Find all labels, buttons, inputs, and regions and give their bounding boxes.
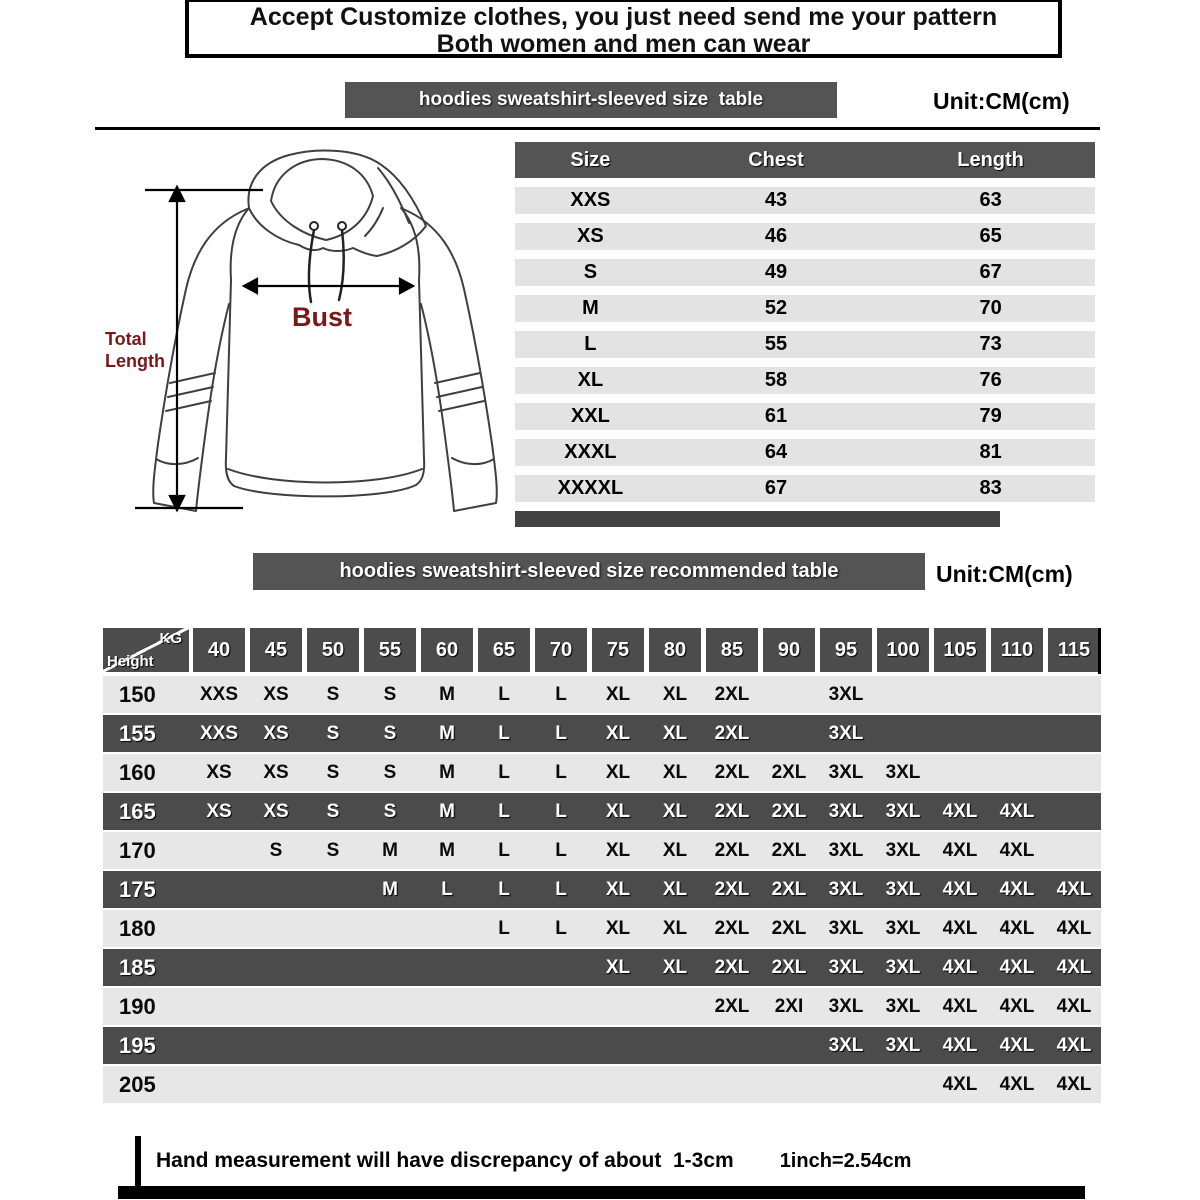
size-table-cell-size: XXXXL: [557, 477, 624, 499]
column-header-size: Size: [570, 149, 611, 171]
size-recommendation-matrix: [103, 628, 1101, 1105]
size-table-cell-size: XXXL: [564, 441, 617, 463]
recommended-size-cell: 2XL: [771, 918, 807, 939]
size-table-cell-length: 73: [979, 333, 1002, 355]
total-length-label-line1: Total: [105, 329, 147, 349]
recommendation-row: [103, 871, 1101, 908]
size-table-cell-size: L: [584, 333, 597, 355]
height-label: 180: [119, 916, 156, 941]
recommended-size-cell: [819, 1066, 873, 1103]
recommended-size-cell: L: [498, 801, 510, 822]
banner-line-2: Both women and men can wear: [436, 30, 811, 58]
corner-height-label: Height: [107, 653, 154, 670]
recommended-size-cell: L: [555, 801, 567, 822]
recommended-size-cell: M: [382, 879, 398, 900]
recommended-size-cell: [534, 1066, 588, 1103]
recommended-size-cell: 3XL: [885, 801, 921, 822]
recommended-size-cell: 4XL: [1056, 1074, 1092, 1095]
recommended-size-cell: L: [441, 879, 453, 900]
height-label: 150: [119, 682, 156, 707]
height-label: 165: [119, 799, 156, 824]
size-table-row: [515, 403, 1095, 430]
recommended-size-cell: 2XL: [714, 918, 750, 939]
recommended-size-cell: [192, 949, 246, 986]
size-table-cell-size: XL: [577, 369, 604, 391]
size-table-cell-chest: 64: [764, 441, 788, 463]
recommended-size-cell: 2XL: [714, 840, 750, 861]
size-table-cell-length: 79: [979, 405, 1002, 427]
recommended-size-cell: 2XL: [714, 762, 750, 783]
recommended-size-cell: L: [498, 840, 510, 861]
recommended-size-cell: M: [439, 684, 455, 705]
recommended-size-cell: 3XL: [828, 801, 864, 822]
recommended-size-cell: L: [498, 723, 510, 744]
recommendation-row: [103, 832, 1101, 869]
recommended-size-cell: [534, 1027, 588, 1064]
recommended-size-cell: [1047, 676, 1101, 713]
recommended-size-cell: 2XL: [771, 840, 807, 861]
recommended-size-cell: [420, 1027, 474, 1064]
unit-label: Unit:CM(cm): [933, 88, 1070, 114]
recommended-size-cell: [420, 949, 474, 986]
recommended-size-cell: [306, 949, 360, 986]
recommended-size-cell: [249, 1066, 303, 1103]
recommended-size-cell: XS: [206, 762, 232, 783]
recommended-size-cell: [990, 715, 1044, 752]
recommended-size-cell: 4XL: [999, 801, 1035, 822]
custom-clothes-banner: [185, 0, 1062, 58]
size-table-row: [515, 223, 1095, 250]
height-label: 195: [119, 1033, 156, 1058]
height-label: 175: [119, 877, 156, 902]
recommended-size-cell: [192, 988, 246, 1025]
height-label: 155: [119, 721, 156, 746]
recommended-size-cell: 4XL: [942, 957, 978, 978]
recommended-size-cell: M: [382, 840, 398, 861]
total-length-arrow: [135, 187, 263, 510]
recommended-size-cell: [648, 1066, 702, 1103]
size-table-cell-length: 67: [979, 261, 1002, 283]
recommendation-row: [103, 793, 1101, 830]
recommended-size-cell: 3XL: [828, 918, 864, 939]
recommended-size-cell: 3XL: [828, 879, 864, 900]
recommended-size-cell: [477, 988, 531, 1025]
recommended-size-cell: XL: [662, 840, 688, 861]
matrix-right-edge-tick: [1098, 628, 1101, 674]
recommended-size-cell: M: [439, 762, 455, 783]
recommended-size-cell: [192, 871, 246, 908]
hoodie-line-drawing: [95, 128, 525, 520]
size-table-body: [515, 187, 1095, 502]
recommended-size-cell: [192, 832, 246, 869]
recommended-size-cell: XL: [605, 840, 631, 861]
recommended-size-cell: XL: [605, 879, 631, 900]
recommended-size-cell: [990, 754, 1044, 791]
recommended-size-cell: S: [383, 684, 397, 705]
recommended-size-cell: [1047, 832, 1101, 869]
weight-header-cell: 85: [706, 628, 758, 672]
recommended-size-cell: S: [326, 684, 340, 705]
recommended-size-cell: 2XI: [774, 996, 804, 1017]
recommended-size-cell: XL: [605, 762, 631, 783]
bust-label: Bust: [292, 302, 352, 332]
size-table-title: hoodies sweatshirt-sleeved size table: [345, 82, 837, 118]
hoodie-measurement-diagram: [95, 128, 525, 520]
recommended-size-cell: XL: [605, 684, 631, 705]
recommended-size-cell: 4XL: [999, 840, 1035, 861]
recommended-size-cell: [192, 910, 246, 947]
weight-header-cell: 60: [421, 628, 473, 672]
recommended-size-cell: [705, 1027, 759, 1064]
recommended-size-cell: [363, 988, 417, 1025]
recommended-size-cell: 3XL: [885, 840, 921, 861]
recommended-size-cell: [1047, 793, 1101, 830]
recommended-size-cell: XL: [662, 762, 688, 783]
recommended-size-cell: M: [439, 801, 455, 822]
recommended-size-cell: L: [498, 879, 510, 900]
size-table-cell-length: 83: [979, 477, 1002, 499]
weight-header-cell: 40: [193, 628, 245, 672]
recommended-size-cell: 4XL: [1056, 1035, 1092, 1056]
size-table-header: [515, 142, 1095, 178]
size-table-cell-size: XXS: [570, 189, 611, 211]
size-measurement-table: [515, 142, 1095, 511]
recommended-size-cell: 4XL: [942, 879, 978, 900]
recommended-size-cell: 3XL: [828, 840, 864, 861]
recommended-size-cell: 4XL: [1056, 918, 1092, 939]
recommended-size-cell: 4XL: [999, 879, 1035, 900]
recommended-size-cell: 3XL: [828, 762, 864, 783]
recommended-size-cell: L: [555, 762, 567, 783]
recommended-size-cell: [591, 1066, 645, 1103]
recommended-size-cell: [933, 715, 987, 752]
recommendation-row: [103, 910, 1101, 947]
recommended-size-cell: S: [269, 840, 283, 861]
recommended-size-cell: M: [439, 840, 455, 861]
recommended-size-cell: XL: [662, 801, 688, 822]
recommended-size-cell: 4XL: [942, 840, 978, 861]
recommended-size-cell: [363, 1066, 417, 1103]
recommended-size-cell: XXS: [199, 684, 239, 705]
recommended-size-cell: [762, 1066, 816, 1103]
recommended-size-cell: 3XL: [828, 723, 864, 744]
size-table-cell-length: 76: [979, 369, 1002, 391]
recommended-size-cell: [249, 988, 303, 1025]
height-label: 190: [119, 994, 156, 1019]
kg-height-corner-cell: [103, 628, 189, 672]
recommended-size-cell: XS: [206, 801, 232, 822]
recommended-size-cell: [420, 988, 474, 1025]
size-table-footer-bar: [515, 511, 1000, 527]
recommended-size-cell: [762, 1027, 816, 1064]
size-table-cell-chest: 58: [764, 369, 788, 391]
corner-kg-label: KG: [159, 630, 182, 647]
unit-label: Unit:CM(cm): [936, 561, 1073, 587]
recommended-size-cell: [249, 1027, 303, 1064]
column-header-chest: Chest: [748, 149, 804, 171]
size-table-cell-size: S: [583, 261, 598, 283]
recommended-size-cell: [762, 676, 816, 713]
recommended-size-cell: 2XL: [771, 957, 807, 978]
size-table-cell-chest: 67: [764, 477, 788, 499]
column-header-length: Length: [957, 149, 1024, 171]
recommended-size-cell: [534, 949, 588, 986]
recommended-size-cell: 4XL: [942, 801, 978, 822]
recommended-size-cell: XS: [263, 801, 289, 822]
recommended-size-cell: XL: [605, 957, 631, 978]
recommended-size-cell: 4XL: [999, 918, 1035, 939]
recommended-size-cell: XL: [605, 918, 631, 939]
recommended-size-cell: [363, 910, 417, 947]
recommended-size-cell: [306, 910, 360, 947]
recommended-size-cell: [363, 949, 417, 986]
recommended-size-cell: 4XL: [999, 1074, 1035, 1095]
eyelet-left: [310, 222, 318, 230]
recommended-size-cell: [363, 1027, 417, 1064]
recommended-size-cell: [306, 1027, 360, 1064]
recommended-size-cell: S: [383, 801, 397, 822]
recommended-size-cell: [534, 988, 588, 1025]
recommended-size-cell: 2XL: [771, 879, 807, 900]
recommended-size-cell: [249, 871, 303, 908]
recommended-size-cell: 3XL: [885, 996, 921, 1017]
recommendation-row: [103, 754, 1101, 791]
recommended-size-cell: [192, 1027, 246, 1064]
recommended-size-cell: XL: [662, 723, 688, 744]
recommended-size-cell: [591, 988, 645, 1025]
size-table-cell-length: 81: [979, 441, 1002, 463]
height-label: 170: [119, 838, 156, 863]
recommended-size-cell: 4XL: [999, 1035, 1035, 1056]
recommended-size-cell: XL: [662, 879, 688, 900]
size-table-cell-chest: 46: [764, 225, 788, 247]
recommended-size-cell: S: [383, 723, 397, 744]
weight-header-cell: 80: [649, 628, 701, 672]
recommended-size-cell: 2XL: [771, 762, 807, 783]
size-table-cell-chest: 43: [764, 189, 788, 211]
size-table-row: [515, 259, 1095, 286]
recommended-size-cell: 2XL: [714, 879, 750, 900]
recommended-size-cell: [705, 1066, 759, 1103]
recommended-size-cell: L: [555, 684, 567, 705]
recommended-size-cell: 2XL: [771, 801, 807, 822]
recommended-size-cell: 4XL: [999, 957, 1035, 978]
recommended-size-cell: L: [498, 762, 510, 783]
recommended-size-cell: [1047, 754, 1101, 791]
recommended-size-cell: [477, 949, 531, 986]
recommended-size-cell: M: [439, 723, 455, 744]
banner-line-1: Accept Customize clothes, you just need send me your pattern: [249, 3, 998, 31]
height-label: 185: [119, 955, 156, 980]
recommended-size-cell: 4XL: [1056, 879, 1092, 900]
recommended-size-cell: S: [326, 762, 340, 783]
weight-header-cell: 100: [877, 628, 929, 672]
recommended-size-cell: 3XL: [885, 957, 921, 978]
recommended-size-cell: [762, 715, 816, 752]
weight-header-cell: 115: [1048, 628, 1100, 672]
weight-header-cell: 105: [934, 628, 986, 672]
recommended-size-cell: L: [498, 684, 510, 705]
recommended-size-cell: XXS: [199, 723, 239, 744]
eyelet-right: [338, 222, 346, 230]
recommended-size-cell: 4XL: [942, 996, 978, 1017]
bottom-black-bar: [118, 1186, 1085, 1199]
recommended-size-cell: 4XL: [1056, 957, 1092, 978]
recommended-size-cell: 4XL: [942, 1074, 978, 1095]
recommended-size-cell: [648, 1027, 702, 1064]
size-table-row: [515, 295, 1095, 322]
weight-header-cell: 90: [763, 628, 815, 672]
weight-header-cell: 110: [991, 628, 1043, 672]
size-table-row: [515, 331, 1095, 358]
recommendation-row: [103, 949, 1101, 986]
recommended-size-cell: L: [555, 918, 567, 939]
recommended-size-cell: XL: [605, 801, 631, 822]
recommended-size-cell: XL: [605, 723, 631, 744]
total-length-label-line2: Length: [105, 351, 165, 371]
recommended-size-cell: [933, 676, 987, 713]
weight-header-cell: 45: [250, 628, 302, 672]
size-table-cell-length: 63: [979, 189, 1002, 211]
recommended-size-cell: [933, 754, 987, 791]
recommended-size-cell: [876, 676, 930, 713]
recommended-size-cell: L: [555, 723, 567, 744]
recommended-size-cell: [420, 1066, 474, 1103]
recommended-size-cell: [876, 715, 930, 752]
size-table-cell-length: 65: [979, 225, 1002, 247]
height-label: 205: [119, 1072, 156, 1097]
weight-header-cell: 95: [820, 628, 872, 672]
size-table-cell-size: XS: [577, 225, 604, 247]
recommended-size-cell: [1047, 715, 1101, 752]
weight-header-cell: 50: [307, 628, 359, 672]
recommended-size-cell: 3XL: [885, 1035, 921, 1056]
recommendation-row: [103, 1066, 1101, 1103]
size-table-cell-length: 70: [979, 297, 1002, 319]
discrepancy-note: Hand measurement will have discrepancy of about 1-3cm: [156, 1149, 734, 1172]
recommended-size-cell: XL: [662, 684, 688, 705]
recommended-size-cell: 3XL: [828, 1035, 864, 1056]
recommended-size-cell: 2XL: [714, 996, 750, 1017]
recommended-size-cell: 4XL: [942, 918, 978, 939]
recommended-size-cell: XS: [263, 723, 289, 744]
recommended-size-cell: 4XL: [1056, 996, 1092, 1017]
size-table-cell-chest: 61: [764, 405, 788, 427]
recommended-size-cell: 3XL: [828, 957, 864, 978]
recommended-size-cell: [420, 910, 474, 947]
size-table-cell-chest: 49: [764, 261, 788, 283]
size-table-cell-size: M: [582, 297, 599, 319]
inch-conversion-note: 1inch=2.54cm: [779, 1149, 912, 1172]
recommended-size-cell: 2XL: [714, 801, 750, 822]
recommended-size-cell: 2XL: [714, 723, 750, 744]
recommended-table-title: hoodies sweatshirt-sleeved size recommended table: [253, 553, 925, 590]
recommendation-row: [103, 676, 1101, 713]
recommended-size-cell: XS: [263, 762, 289, 783]
recommended-size-cell: [876, 1066, 930, 1103]
recommended-size-cell: L: [555, 879, 567, 900]
weight-header-cell: 55: [364, 628, 416, 672]
recommended-size-cell: 3XL: [885, 879, 921, 900]
recommended-size-cell: 3XL: [885, 918, 921, 939]
size-table-cell-size: XXL: [570, 405, 610, 427]
recommended-size-cell: [306, 871, 360, 908]
size-table-row: [515, 439, 1095, 466]
weight-header-cell: 70: [535, 628, 587, 672]
measurement-disclaimer: [135, 1136, 1065, 1186]
recommended-size-cell: S: [326, 840, 340, 861]
bust-arrow: [244, 279, 413, 293]
size-table-row: [515, 367, 1095, 394]
recommended-size-cell: 2XL: [714, 957, 750, 978]
recommended-size-cell: [990, 676, 1044, 713]
matrix-header-row: [103, 628, 1101, 672]
recommended-size-cell: [192, 1066, 246, 1103]
recommended-size-cell: S: [326, 723, 340, 744]
recommended-size-cell: [477, 1027, 531, 1064]
recommendation-row: [103, 715, 1101, 752]
size-table-cell-chest: 55: [764, 333, 788, 355]
weight-header-cell: 65: [478, 628, 530, 672]
weight-header-cell: 75: [592, 628, 644, 672]
size-table-row: [515, 187, 1095, 214]
recommended-size-cell: 3XL: [828, 996, 864, 1017]
height-label: 160: [119, 760, 156, 785]
recommended-size-cell: [306, 1066, 360, 1103]
size-table-row: [515, 475, 1095, 502]
recommended-size-cell: [648, 988, 702, 1025]
recommended-size-cell: [306, 988, 360, 1025]
recommended-size-cell: [249, 949, 303, 986]
recommended-size-cell: 2XL: [714, 684, 750, 705]
recommendation-row: [103, 988, 1101, 1025]
recommendation-row: [103, 1027, 1101, 1064]
recommended-size-cell: XS: [263, 684, 289, 705]
recommended-size-cell: 4XL: [942, 1035, 978, 1056]
recommended-size-cell: [591, 1027, 645, 1064]
size-table-cell-chest: 52: [764, 297, 788, 319]
recommended-size-cell: XL: [662, 918, 688, 939]
recommended-size-cell: 3XL: [828, 684, 864, 705]
recommended-size-cell: [249, 910, 303, 947]
recommended-size-cell: [477, 1066, 531, 1103]
recommended-size-cell: S: [383, 762, 397, 783]
recommended-size-cell: XL: [662, 957, 688, 978]
recommended-size-cell: 3XL: [885, 762, 921, 783]
recommended-size-cell: L: [498, 918, 510, 939]
recommended-size-cell: L: [555, 840, 567, 861]
recommended-size-cell: S: [326, 801, 340, 822]
recommended-size-cell: 4XL: [999, 996, 1035, 1017]
matrix-body: [103, 676, 1101, 1103]
